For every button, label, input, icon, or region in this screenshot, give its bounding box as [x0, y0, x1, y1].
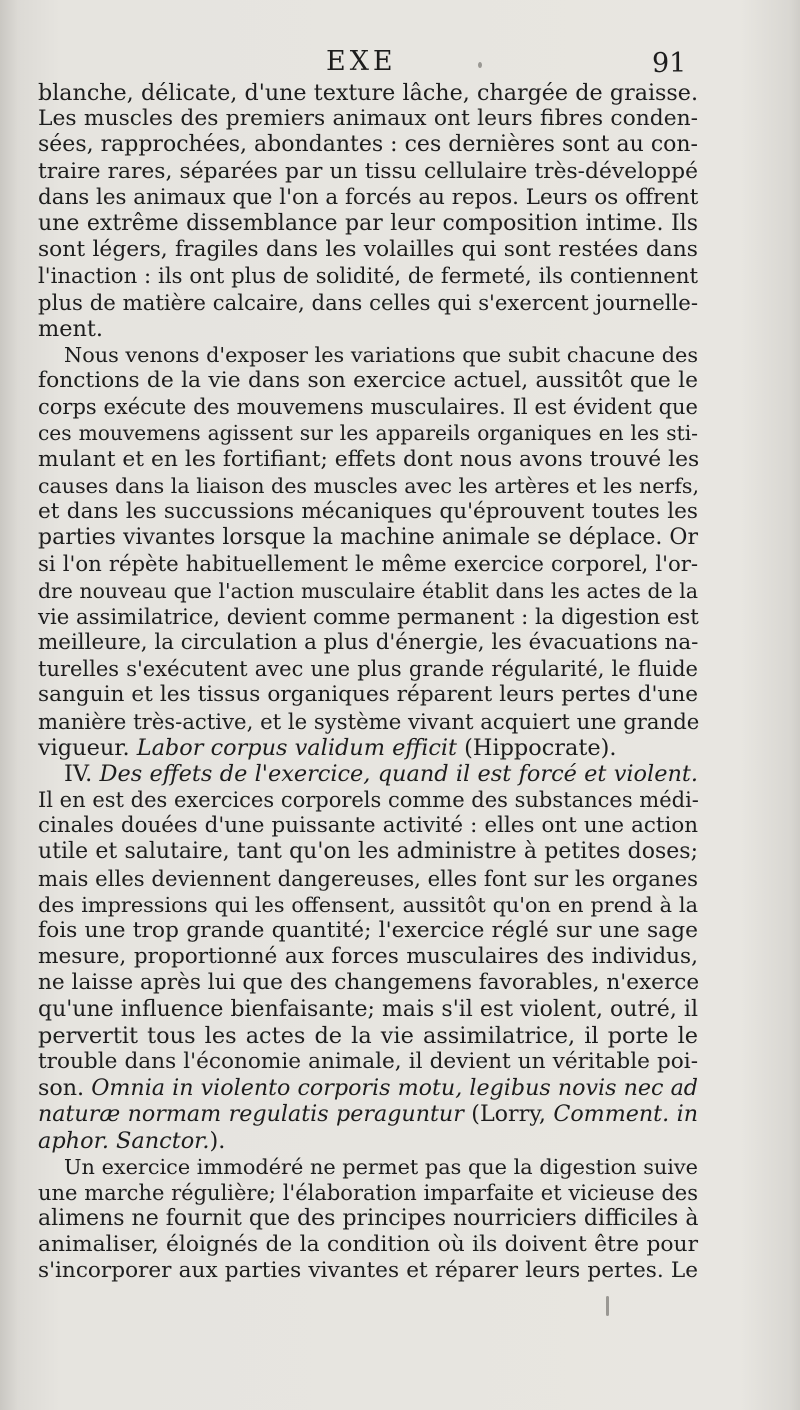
text-segment: ne laisse après lui que des changemens favorables, n'exerce: [38, 970, 700, 996]
text-segment: sées, rapprochées, abondantes : ces dernières sont au con-: [38, 132, 698, 158]
text-line: [38, 1232, 698, 1258]
text-segment: sont légers, fragiles dans les volailles qui sont restées dans: [38, 237, 698, 263]
text-segment: vigueur.: [38, 734, 137, 761]
text-line: [38, 394, 698, 420]
text-line: [38, 447, 698, 473]
text-segment: dans les animaux que l'on a forcés au repos. Leurs os offrent: [38, 184, 699, 210]
text-segment: IV.: [64, 760, 100, 787]
text-line: [38, 578, 698, 604]
text-segment: blanche, délicate, d'une texture lâche, chargée de graisse.: [38, 80, 698, 106]
text-segment: pervertit tous les actes de la vie assimilatrice, il porte le: [38, 1022, 698, 1049]
text-line: [38, 997, 698, 1023]
text-line: [38, 1154, 698, 1180]
text-segment: turelles s'exécutent avec une plus grande régularité, le fluide: [38, 657, 698, 682]
text-segment: Nous venons d'exposer les variations que subit chacune des: [64, 342, 698, 367]
text-segment: sanguin et les tissus organiques réparent leurs pertes d'une: [38, 682, 698, 708]
text-line: [38, 656, 698, 682]
text-line: [38, 630, 698, 656]
text-line: [38, 316, 698, 342]
text-line: [38, 525, 698, 551]
running-head: [0, 46, 800, 80]
italic-text: Omnia in violento corporis motu, legibus novis nec ad: [91, 1075, 698, 1102]
text-line: [38, 237, 698, 263]
text-segment: une marche régulière; l'élaboration imparfaite et vicieuse des: [38, 1180, 698, 1205]
text-segment: et dans les succussions mécaniques qu'éprouvent toutes les: [38, 499, 698, 524]
text-segment: qu'une influence bienfaisante; mais s'il est violent, outré, il: [38, 996, 698, 1022]
text-segment: causes dans la liaison des muscles avec les artères et les nerfs,: [38, 473, 700, 498]
text-segment: une extrême dissemblance par leur composition intime. Ils: [38, 210, 698, 236]
text-line: [38, 185, 698, 211]
text-line: [38, 368, 698, 394]
text-line: [38, 106, 698, 132]
page-number: 91: [652, 48, 687, 79]
text-line: [38, 944, 698, 970]
text-segment: vie assimilatrice, devient comme permanent : la digestion est: [38, 603, 699, 629]
paper-speck: [478, 62, 482, 68]
text-segment: des impressions qui les offensent, aussitôt qu'on en prend à la: [38, 892, 698, 917]
paper-speck: [606, 1296, 609, 1316]
text-segment: traire rares, séparées par un tissu cellulaire très-développé: [38, 158, 698, 184]
text-line: [38, 892, 698, 918]
text-line: [38, 604, 698, 630]
italic-text: Des effets de l'exercice, quand il est forcé et violent.: [99, 760, 698, 787]
text-line: [38, 1049, 698, 1075]
text-segment: fonctions de la vie dans son exercice actuel, aussitôt que le: [38, 368, 698, 394]
text-line: [38, 342, 698, 368]
text-line: [38, 132, 698, 158]
text-line: [38, 1023, 698, 1049]
text-line: [38, 1101, 698, 1127]
text-segment: ces mouvemens agissent sur les appareils organiques en les sti-: [38, 421, 698, 446]
text-line: [38, 866, 698, 892]
text-line: [38, 1128, 698, 1154]
text-line: [38, 682, 698, 708]
text-segment: corps exécute des mouvemens musculaires. Il est évident que: [38, 395, 698, 420]
italic-text: Comment. in: [553, 1101, 698, 1128]
text-segment: meilleure, la circulation a plus d'énergie, les évacuations na-: [38, 629, 699, 655]
text-segment: s'incorporer aux parties vivantes et réparer leurs pertes. Le: [38, 1258, 698, 1284]
text-segment: dre nouveau que l'action musculaire établit dans les actes de la: [38, 578, 698, 603]
text-segment: ment.: [38, 315, 104, 342]
text-line: [38, 761, 698, 787]
running-head-title: EXE: [326, 46, 397, 77]
text-segment: cinales douées d'une puissante activité : elles ont une action: [38, 813, 698, 839]
text-line: [38, 290, 698, 316]
text-segment: alimens ne fournit que des principes nourriciers difficiles à: [38, 1206, 699, 1232]
text-line: [38, 1258, 698, 1284]
text-segment: son.: [38, 1075, 92, 1102]
text-segment: plus de matière calcaire, dans celles qui s'exercent journelle-: [38, 289, 698, 315]
text-line: [38, 709, 698, 735]
text-line: [38, 263, 698, 289]
text-line: [38, 813, 698, 839]
text-line: [38, 80, 698, 106]
text-segment: Il en est des exercices corporels comme des substances médi-: [38, 788, 699, 813]
text-line: [38, 420, 698, 446]
text-line: [38, 551, 698, 577]
text-line: [38, 839, 698, 865]
text-segment: utile et salutaire, tant qu'on les administre à petites doses;: [38, 839, 698, 865]
text-segment: mulant et en les fortifiant; effets dont nous avons trouvé les: [38, 446, 700, 472]
text-line: [38, 918, 698, 944]
text-line: [38, 473, 698, 499]
text-segment: (Hippocrate).: [457, 734, 617, 761]
text-segment: si l'on répète habituellement le même exercice corporel, l'or-: [38, 551, 698, 577]
text-segment: manière très-active, et le système vivant acquiert une grande: [38, 708, 700, 734]
text-segment: (Lorry,: [463, 1101, 554, 1128]
body-text: [38, 80, 698, 1285]
italic-text: aphor. Sanctor.: [38, 1127, 210, 1154]
text-segment: parties vivantes lorsque la machine animale se déplace. Or: [38, 525, 698, 551]
text-line: [38, 970, 698, 996]
text-line: [38, 1206, 698, 1232]
text-segment: animaliser, éloignés de la condition où ils doivent être pour: [38, 1232, 698, 1258]
text-segment: ).: [209, 1127, 226, 1154]
text-segment: mais elles deviennent dangereuses, elles font sur les organes: [38, 865, 698, 891]
text-line: [38, 1180, 698, 1206]
text-segment: Un exercice immodéré ne permet pas que la digestion suive: [64, 1154, 698, 1179]
text-line: [38, 787, 698, 813]
text-line: [38, 735, 698, 761]
text-segment: Les muscles des premiers animaux ont leurs fibres conden-: [38, 106, 698, 132]
text-line: [38, 499, 698, 525]
text-segment: trouble dans l'économie animale, il devient un véritable poi-: [38, 1048, 698, 1074]
italic-text: naturæ normam regulatis peraguntur: [38, 1101, 464, 1128]
text-line: [38, 211, 698, 237]
text-line: [38, 159, 698, 185]
italic-text: Labor corpus validum efficit: [136, 734, 458, 761]
text-line: [38, 1075, 698, 1101]
text-segment: mesure, proportionné aux forces musculaires des individus,: [38, 944, 698, 970]
text-segment: l'inaction : ils ont plus de solidité, de fermeté, ils contiennent: [38, 263, 698, 289]
text-segment: fois une trop grande quantité; l'exercice réglé sur une sage: [38, 918, 698, 943]
